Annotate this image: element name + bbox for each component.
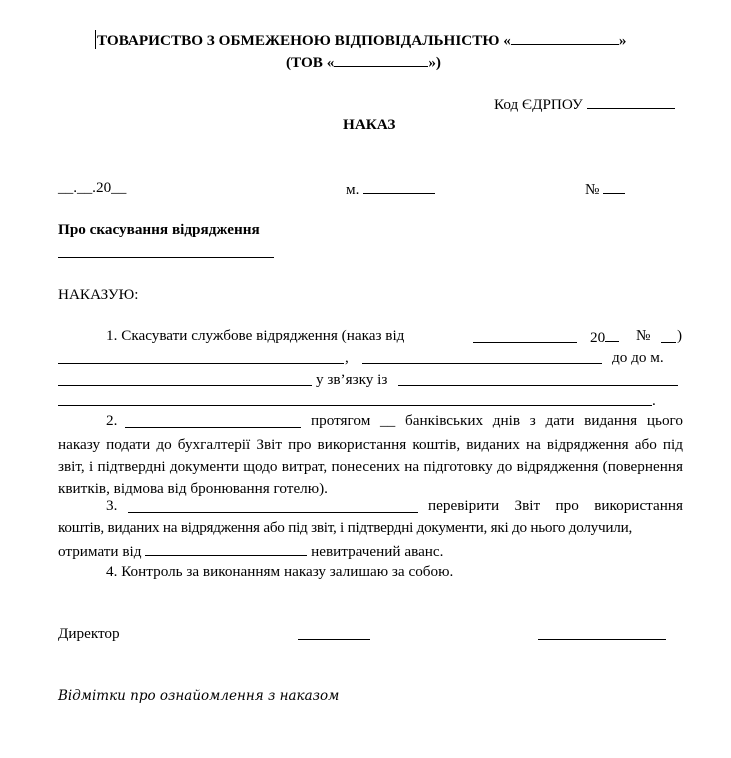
city-prefix: м. <box>346 181 360 198</box>
item1-year <box>590 327 619 347</box>
company-name-blank[interactable] <box>511 30 619 45</box>
item3-from-blank[interactable] <box>145 541 307 556</box>
company-short-close: ») <box>428 54 441 71</box>
item1-number-blank[interactable] <box>661 342 676 343</box>
order-word: НАКАЗУЮ: <box>58 286 139 303</box>
edrpou-line <box>494 94 675 114</box>
item4-text: 4. Контроль за виконанням наказу залишаю за собою. <box>106 563 454 580</box>
item1-period: . <box>652 392 656 409</box>
item2-person-blank[interactable] <box>125 427 301 428</box>
item1-position-blank[interactable] <box>362 363 602 364</box>
item1-employee-blank[interactable] <box>58 363 344 364</box>
number-blank[interactable] <box>603 179 625 194</box>
text-cursor <box>95 30 96 49</box>
document-title: НАКАЗ <box>343 116 396 133</box>
item1-line1-start: 1. Скасувати службове відрядження (наказ від <box>106 327 405 344</box>
item1-reason-blank[interactable] <box>398 385 678 386</box>
item3-from-label: отримати від <box>58 543 142 560</box>
item3-number: 3. <box>106 497 118 514</box>
subject-underline <box>58 257 274 258</box>
company-short-open: (ТОВ « <box>286 54 335 71</box>
acknowledgement-note: Відмітки про ознайомлення з наказом <box>58 688 340 704</box>
item1-close-paren: ) <box>677 327 683 344</box>
order-city <box>346 179 435 199</box>
company-name-line <box>97 30 626 50</box>
number-prefix: № <box>585 181 600 198</box>
item1-reason-blank-2[interactable] <box>58 405 652 406</box>
company-short-blank[interactable] <box>334 52 428 67</box>
item2-number: 2. <box>106 412 118 429</box>
item1-date-blank[interactable] <box>473 342 577 343</box>
item1-reason-label: у зв’язку із <box>316 371 388 388</box>
company-name-text: ТОВАРИСТВО З ОБМЕЖЕНОЮ ВІДПОВІДАЛЬНІСТЮ « <box>97 32 511 49</box>
item3-text-line2: коштів, виданих на відрядження або під звіт, і підтвердні документи, які до нього долучили, <box>58 519 633 536</box>
signature-role: Директор <box>58 625 120 642</box>
company-name-close: » <box>618 32 627 49</box>
company-short-line <box>286 52 441 72</box>
order-subject: Про скасування відрядження <box>58 221 260 238</box>
item3-person-blank[interactable] <box>128 512 418 513</box>
signature-name-blank[interactable] <box>538 639 666 640</box>
item1-destination-text: до до м. <box>612 349 664 366</box>
edrpou-label: Код ЄДРПОУ <box>494 96 583 113</box>
order-date[interactable]: __.__.20__ <box>58 179 127 196</box>
edrpou-blank[interactable] <box>587 94 675 109</box>
item1-comma: , <box>345 349 349 366</box>
item1-city-blank[interactable] <box>58 385 312 386</box>
city-blank[interactable] <box>363 179 435 194</box>
item2-text: наказу подати до бухгалтерії Звіт про використання коштів, виданих на відрядження або під звіт, і підтвердні документи щодо витрат, понесених на підготовку до відрядження (повернення квитків, відмова від бронювання готелю). <box>58 436 683 497</box>
item3-text-line1: перевірити Звіт про використання <box>428 497 683 514</box>
signature-blank[interactable] <box>298 639 370 640</box>
item2-text-line1: протягом __ банківських днів з дати видання цього <box>311 412 683 429</box>
order-number <box>585 179 625 199</box>
item3-text-line3 <box>58 541 443 561</box>
item3-advance-text: невитрачений аванс. <box>311 543 444 560</box>
item1-year-blank[interactable] <box>605 327 619 342</box>
item1-number: № <box>636 327 651 344</box>
item1-year-text: 20 <box>590 329 606 346</box>
